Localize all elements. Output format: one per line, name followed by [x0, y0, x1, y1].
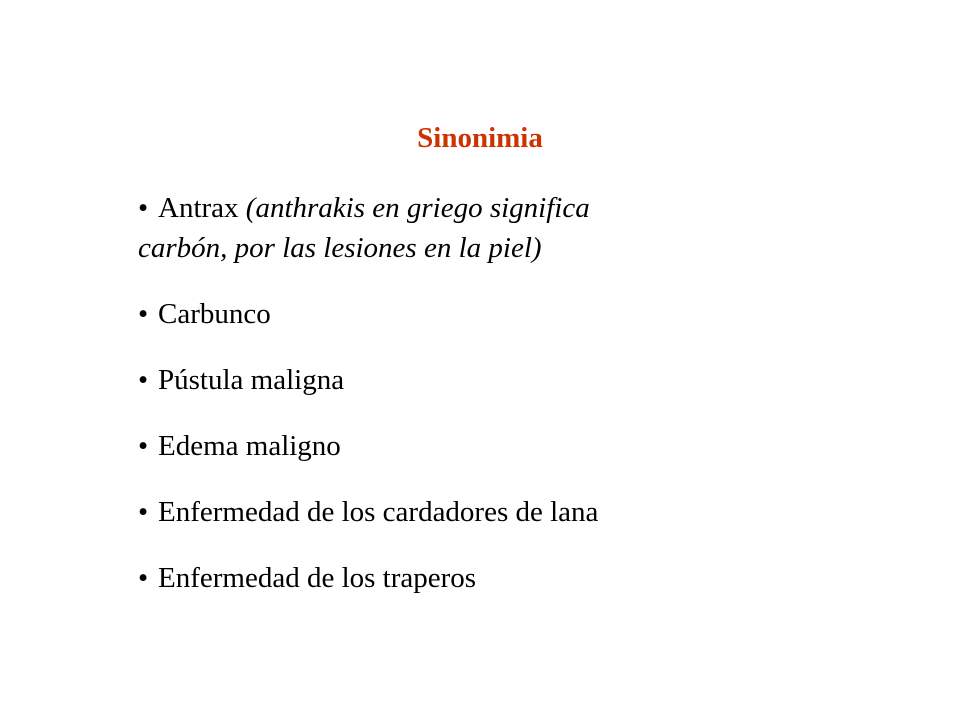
- list-item-traperos: [138, 558, 838, 598]
- list-item-pustula-maligna: [138, 360, 838, 400]
- item-text: Edema maligno: [158, 430, 341, 462]
- list-item-cardadores: [138, 492, 838, 532]
- list-item-edema-maligno: [138, 426, 838, 466]
- item-text: Antrax: [158, 192, 239, 224]
- slide-title: Sinonimia: [417, 122, 543, 154]
- item-text: Enfermedad de los cardadores de lana: [158, 496, 599, 528]
- bullet-icon: •: [138, 430, 149, 462]
- bullet-icon: •: [138, 192, 149, 224]
- bullet-icon: •: [138, 562, 149, 594]
- synonym-list: [138, 188, 838, 598]
- bullet-icon: •: [138, 298, 149, 330]
- list-item-carbunco: [138, 294, 838, 334]
- list-item-antrax: [138, 188, 838, 268]
- item-note-continued: carbón, por las lesiones en la piel): [138, 232, 542, 264]
- item-note: (anthrakis en griego significa: [245, 192, 590, 224]
- item-text: Pústula maligna: [158, 364, 345, 396]
- item-text: Enfermedad de los traperos: [158, 562, 477, 594]
- bullet-icon: •: [138, 496, 149, 528]
- bullet-icon: •: [138, 364, 149, 396]
- item-text: Carbunco: [158, 298, 271, 330]
